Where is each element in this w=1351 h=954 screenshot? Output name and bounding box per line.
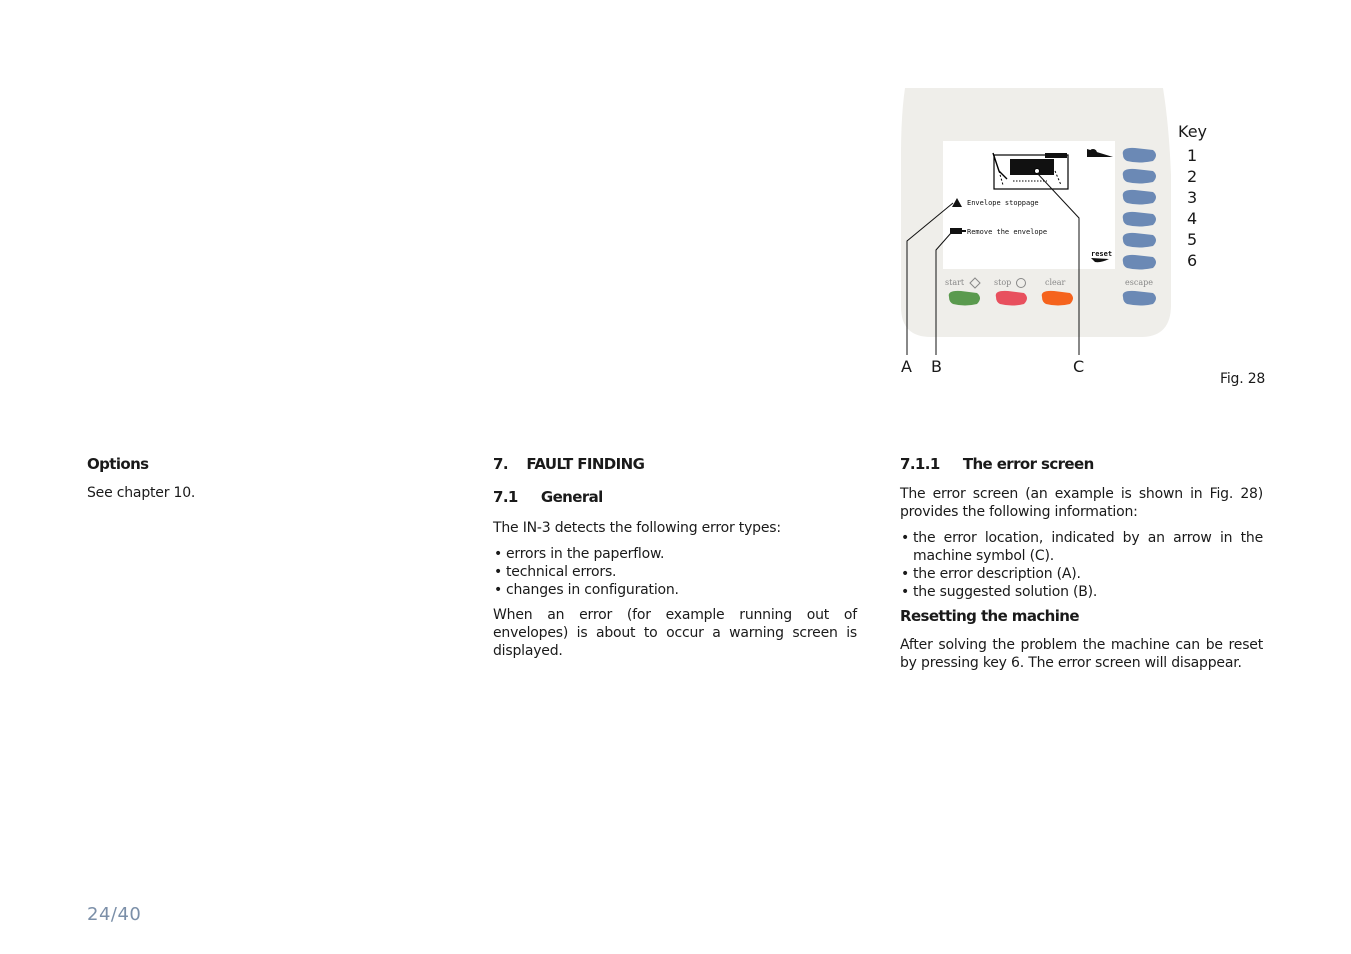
escape-button[interactable] xyxy=(1123,291,1156,306)
key-number: 4 xyxy=(1187,209,1198,228)
label-b: B xyxy=(931,357,942,376)
stop-button[interactable] xyxy=(996,291,1027,306)
list-item: • technical errors. xyxy=(493,563,853,581)
resetting-heading: Resetting the machine xyxy=(900,607,1079,625)
list-item: • changes in configuration. xyxy=(493,581,853,599)
side-key-5[interactable] xyxy=(1123,233,1156,248)
error-screen-heading: 7.1.1 The error screen xyxy=(900,455,1094,473)
stop-label: stop xyxy=(994,278,1012,287)
label-a: A xyxy=(901,357,912,376)
key-number: 2 xyxy=(1187,167,1198,186)
list-item: • the suggested solution (B). xyxy=(900,583,1263,601)
error-description-text: Envelope stoppage xyxy=(967,199,1039,207)
key-number: 3 xyxy=(1187,188,1198,207)
start-label: start xyxy=(945,278,965,287)
reset-label: reset xyxy=(1091,250,1113,258)
side-key-2[interactable] xyxy=(1123,169,1156,184)
error-info-list xyxy=(900,529,1263,601)
side-key-3[interactable] xyxy=(1123,190,1156,205)
warning-paragraph: When an error (for example running out of envelopes) is about to occur a warning screen is displayed. xyxy=(493,607,857,659)
options-text: See chapter 10. xyxy=(87,485,196,501)
resetting-paragraph: After solving the problem the machine can be reset by pressing key 6. The error screen will disappear. xyxy=(900,637,1263,671)
escape-label: escape xyxy=(1125,278,1153,287)
intro-text: The IN-3 detects the following error types: xyxy=(493,520,781,536)
side-key-1[interactable] xyxy=(1123,148,1156,163)
key-number: 6 xyxy=(1187,251,1198,270)
side-key-4[interactable] xyxy=(1123,212,1156,227)
list-item: • errors in the paperflow. xyxy=(493,545,853,563)
subsection-heading: 7.1 General xyxy=(493,488,603,506)
error-screen-paragraph: The error screen (an example is shown in Fig. 28) provides the following information: xyxy=(900,486,1263,520)
clear-button[interactable] xyxy=(1042,291,1073,306)
list-item: • the error description (A). xyxy=(900,565,1263,583)
key-legend xyxy=(1178,122,1207,271)
key-number: 5 xyxy=(1187,230,1198,249)
key-title: Key xyxy=(1178,122,1208,141)
page-number: 24/40 xyxy=(87,904,142,925)
section-heading: 7. FAULT FINDING xyxy=(493,455,645,473)
start-button[interactable] xyxy=(949,291,980,306)
control-panel-figure xyxy=(895,85,1185,380)
list-item: • the error location, indicated by an arrow in the machine symbol (C). xyxy=(900,529,1263,565)
error-solution-text: Remove the envelope xyxy=(967,228,1048,236)
key-number: 1 xyxy=(1187,146,1198,165)
label-c: C xyxy=(1073,357,1085,376)
figure-caption: Fig. 28 xyxy=(1220,371,1266,387)
side-key-6[interactable] xyxy=(1123,255,1156,270)
error-types-list xyxy=(493,545,853,599)
clear-label: clear xyxy=(1045,278,1066,287)
options-heading: Options xyxy=(87,455,149,473)
